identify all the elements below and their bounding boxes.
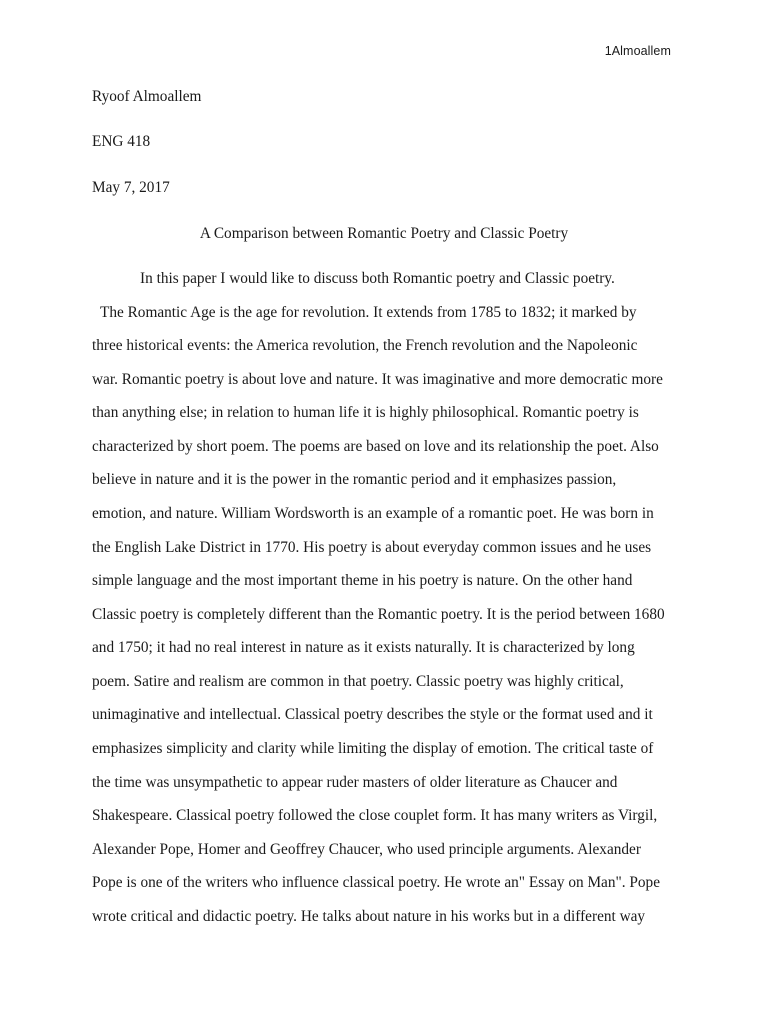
body-line: the time was unsympathetic to appear ruder masters of older literature as Chaucer and (92, 774, 618, 791)
body-line: Classic poetry is completely different than the Romantic poetry. It is the period between 1680 (92, 606, 665, 623)
paper-date: May 7, 2017 (92, 179, 170, 196)
body-line: wrote critical and didactic poetry. He talks about nature in his works but in a different way (92, 908, 646, 925)
body-line: poem. Satire and realism are common in that poetry. Classic poetry was highly critical, (92, 673, 624, 690)
running-header: 1Almoallem (604, 44, 671, 58)
body-line: the English Lake District in 1770. His poetry is about everyday common issues and he uses (92, 539, 652, 556)
body-line: Shakespeare. Classical poetry followed the close couplet form. It has many writers as Virgil, (92, 807, 658, 824)
body-line: The Romantic Age is the age for revolution. It extends from 1785 to 1832; it marked by (100, 304, 637, 321)
body-line: characterized by short poem. The poems are based on love and its relationship the poet. Also (92, 438, 659, 455)
body-line: emotion, and nature. William Wordsworth is an example of a romantic poet. He was born in (92, 505, 654, 522)
body-line: believe in nature and it is the power in the romantic period and it emphasizes passion, (92, 471, 617, 488)
body-line: unimaginative and intellectual. Classical poetry describes the style or the format used and it (92, 706, 653, 723)
body-line: three historical events: the America revolution, the French revolution and the Napoleonic (92, 337, 638, 354)
author-name: Ryoof Almoallem (92, 88, 202, 105)
body-line: In this paper I would like to discuss both Romantic poetry and Classic poetry. (140, 270, 615, 287)
body-line: emphasizes simplicity and clarity while limiting the display of emotion. The critical taste of (92, 740, 654, 757)
body-line: Pope is one of the writers who influence classical poetry. He wrote an" Essay on Man". Pope (92, 874, 660, 891)
body-line: Alexander Pope, Homer and Geoffrey Chaucer, who used principle arguments. Alexander (92, 841, 641, 858)
body-line: than anything else; in relation to human life it is highly philosophical. Romantic poetry is (92, 404, 639, 421)
body-line: simple language and the most important theme in his poetry is nature. On the other hand (92, 572, 633, 589)
course-code: ENG 418 (92, 133, 151, 150)
paper-title: A Comparison between Romantic Poetry and Classic Poetry (199, 225, 569, 242)
body-line: war. Romantic poetry is about love and nature. It was imaginative and more democratic more (92, 371, 663, 388)
body-line: and 1750; it had no real interest in nature as it exists naturally. It is characterized by long (92, 639, 635, 656)
